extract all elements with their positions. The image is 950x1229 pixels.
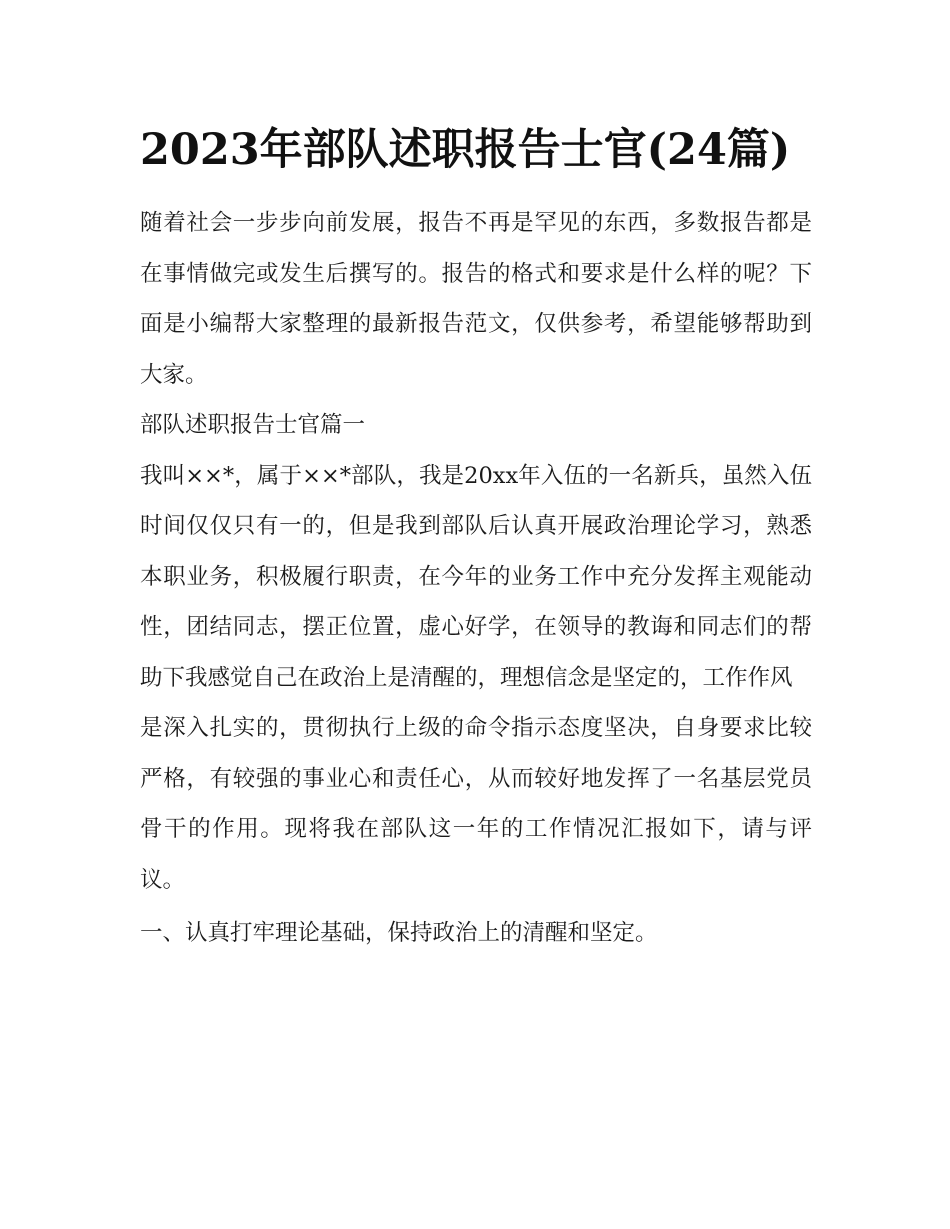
document-body [140, 118, 812, 959]
body-paragraph: 是深入扎实的，贯彻执行上级的命令指示态度坚决，自身要求比较严格，有较强的事业心和责任心，从而较好地发挥了一名基层党员骨干的作用。现将我在部队这一年的工作情况汇报如下，请与评议。 [140, 715, 812, 893]
intro-paragraph: 随着社会一步步向前发展，报告不再是罕见的东西，多数报告都是在事情做完或发生后撰写的。报告的格式和要求是什么样的呢？下面是小编帮大家整理的最新报告范文，仅供参考，希望能够帮助到大家。 [140, 210, 812, 388]
body-paragraph: 我叫××*，属于××*部队，我是20xx年入伍的一名新兵，虽然入伍时间仅仅只有一的，但是我到部队后认真开展政治理论学习，熟悉本职业务，积极履行职责，在今年的业务工作中充分发挥主观能动性，团结同志，摆正位置，虚心好学，在领导的教诲和同志们的帮助下我感觉自己在政治上是清醒的，理想信念是坚定的，工作作风 [140, 462, 812, 691]
section-heading: 部队述职报告士官篇一 [140, 412, 366, 438]
numbered-heading: 一、认真打牢理论基础，保持政治上的清醒和坚定。 [140, 920, 658, 946]
document-title: 2023年部队述职报告士官(24篇) [140, 125, 791, 175]
